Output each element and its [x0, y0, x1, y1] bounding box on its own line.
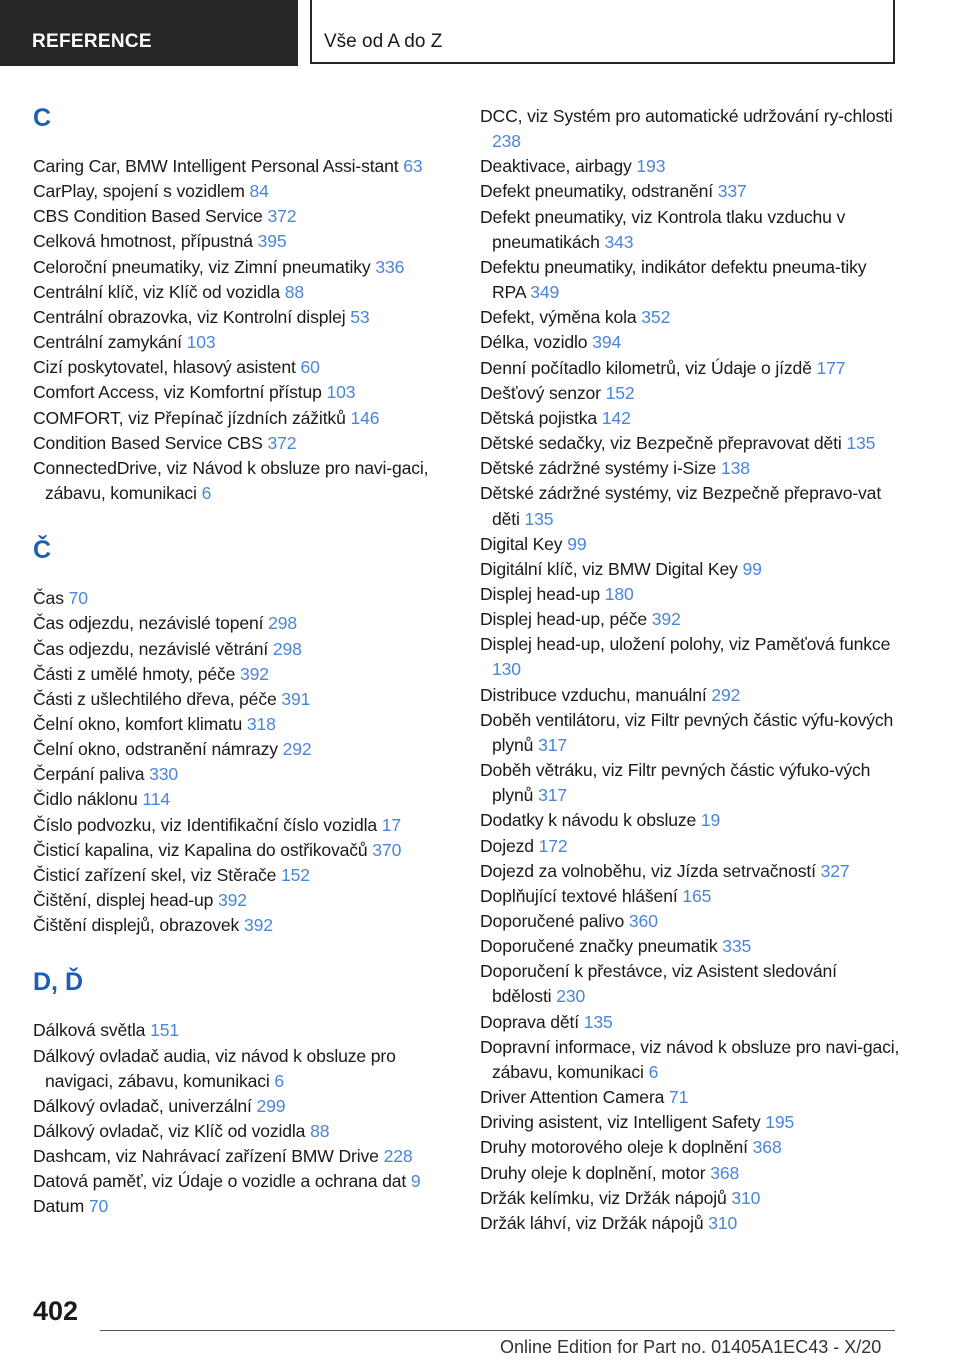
index-term: Dodatky k návodu k obsluze	[480, 810, 697, 831]
page-link[interactable]: 298	[268, 613, 298, 634]
edition-note: Online Edition for Part no. 01405A1EC43 - X/20	[500, 1337, 882, 1357]
page-link[interactable]: 63	[403, 156, 423, 176]
index-term: Čidlo náklonu	[33, 789, 138, 810]
index-entry	[33, 838, 445, 863]
index-term: Délka, vozidlo	[480, 332, 588, 353]
index-term: Centrální zamykání	[33, 332, 182, 353]
index-entry	[33, 787, 445, 812]
page-link[interactable]: 195	[765, 1112, 795, 1133]
index-entry	[33, 456, 445, 506]
page-link[interactable]: 392	[240, 663, 269, 684]
index-entry	[480, 481, 900, 531]
page-link[interactable]: 318	[246, 713, 276, 734]
page-link[interactable]: 99	[742, 558, 762, 579]
index-term: Comfort Access, viz Komfortní přístup	[33, 382, 322, 403]
index-entry	[480, 1010, 900, 1035]
index-entry	[33, 611, 445, 636]
page-link[interactable]: 53	[350, 306, 370, 327]
section-letter: D, Ď	[33, 968, 83, 997]
index-term: Dešťový senzor	[480, 382, 601, 403]
page-link[interactable]: 299	[256, 1095, 286, 1116]
index-entry	[480, 859, 900, 884]
index-term: Dětské sedačky, viz Bezpečně přepravovat děti	[480, 433, 842, 454]
index-entry	[480, 683, 900, 708]
index-column-right	[480, 104, 900, 1236]
index-entry	[33, 179, 445, 204]
index-term: Doporučené palivo	[480, 911, 625, 931]
index-term: Doporučení k přestávce, viz Asistent sledování bdělosti	[480, 961, 837, 1007]
page-link[interactable]: 394	[592, 332, 622, 353]
index-term: Držák láhví, viz Držák nápojů	[480, 1212, 704, 1233]
section-letter: Č	[33, 536, 52, 565]
page-link[interactable]: 298	[272, 638, 302, 659]
index-term: Centrální klíč, viz Klíč od vozidla	[33, 281, 281, 302]
page-link[interactable]: 6	[274, 1070, 285, 1091]
index-entry	[33, 431, 445, 456]
index-term: Defektu pneumatiky, indikátor defektu pneuma-tiky RPA	[480, 256, 867, 303]
index-term: Čas odjezdu, nezávislé topení	[33, 613, 264, 634]
page-header	[0, 0, 960, 66]
index-term: Čerpání paliva	[33, 764, 145, 785]
index-entry	[33, 1018, 445, 1043]
index-term: Condition Based Service CBS	[33, 432, 263, 453]
index-entry	[33, 813, 445, 838]
index-entry	[480, 356, 900, 381]
index-entry	[480, 431, 900, 456]
page-link[interactable]: 71	[669, 1087, 689, 1108]
index-entry	[33, 380, 445, 405]
entry-list	[33, 154, 445, 506]
index-term: Čas	[33, 588, 64, 609]
page-link[interactable]: 130	[492, 659, 521, 680]
index-entry	[33, 204, 445, 229]
index-entry	[33, 913, 445, 938]
page-link[interactable]: 114	[142, 789, 171, 810]
index-entry	[480, 708, 900, 758]
section-letter: C	[33, 104, 52, 132]
page-link[interactable]: 103	[326, 382, 356, 403]
index-entry	[480, 607, 900, 632]
index-entry	[480, 205, 900, 255]
index-term: Dálkový ovladač audia, viz návod k obsluze pro navigaci, zábavu, komunikaci	[33, 1045, 396, 1091]
index-entry	[33, 888, 445, 913]
page-link[interactable]: 336	[375, 256, 405, 277]
index-entry	[33, 737, 445, 762]
page-link[interactable]: 70	[88, 1196, 109, 1217]
entry-list	[33, 586, 445, 938]
index-entry	[33, 255, 445, 280]
page-link[interactable]: 84	[249, 181, 269, 202]
index-entry	[480, 154, 900, 179]
index-entry	[33, 637, 445, 662]
index-term: Cizí poskytovatel, hlasový asistent	[33, 357, 296, 378]
index-entry	[480, 557, 900, 582]
index-term: Držák kelímku, viz Držák nápojů	[480, 1187, 727, 1208]
page-link[interactable]: 327	[820, 860, 850, 881]
index-term: Defekt, výměna kola	[480, 307, 637, 328]
index-term: Čištění displejů, obrazovek	[33, 915, 240, 936]
index-entry	[480, 632, 900, 682]
index-term: Celoroční pneumatiky, viz Zimní pneumatiky	[33, 256, 371, 277]
index-entry	[480, 456, 900, 481]
section-tab: REFERENCE	[0, 0, 298, 66]
index-term: Dětské zádržné systémy i-Size	[480, 458, 717, 479]
index-term: CarPlay, spojení s vozidlem	[33, 181, 245, 202]
page-link[interactable]: 152	[605, 382, 635, 403]
index-entry	[480, 532, 900, 557]
index-entry	[33, 1169, 445, 1194]
index-term: Doplňující textové hlášení	[480, 885, 678, 906]
index-entry	[33, 305, 445, 330]
index-term: Doprava dětí	[480, 1011, 579, 1032]
index-entry	[480, 1161, 900, 1186]
index-term: ConnectedDrive, viz Návod k obsluze pro navi-gaci, zábavu, komunikaci	[33, 457, 429, 504]
index-term: Druhy motorového oleje k doplnění	[480, 1137, 748, 1158]
page-link[interactable]: 360	[628, 911, 658, 931]
index-term: Dojezd za volnoběhu, viz Jízda setrvačností	[480, 860, 816, 881]
index-term: Celková hmotnost, přípustná	[33, 231, 253, 252]
page-link[interactable]: 391	[281, 688, 311, 709]
index-entry	[480, 1035, 900, 1085]
page-link[interactable]: 310	[708, 1212, 738, 1233]
index-term: COMFORT, viz Přepínač jízdních zážitků	[33, 407, 346, 428]
entry-list	[33, 1018, 445, 1219]
index-entry	[33, 406, 445, 431]
index-term: Čisticí kapalina, viz Kapalina do ostřikovačů	[33, 839, 368, 860]
chapter-title: Vše od A do Z	[310, 0, 895, 64]
index-entry	[33, 662, 445, 687]
index-entry	[480, 255, 900, 305]
page-link[interactable]: 352	[641, 307, 671, 328]
index-term: Dojezd	[480, 835, 534, 856]
index-entry	[480, 1085, 900, 1110]
page-link[interactable]: 146	[350, 407, 380, 428]
index-entry	[33, 762, 445, 787]
page-link[interactable]: 335	[722, 936, 752, 957]
index-entry	[33, 355, 445, 380]
index-term: Části z ušlechtilého dřeva, péče	[33, 688, 277, 709]
index-term: Čelní okno, komfort klimatu	[33, 713, 243, 734]
index-term: Dopravní informace, viz návod k obsluze pro navi-gaci, zábavu, komunikaci	[480, 1036, 900, 1082]
index-term: Displej head-up, péče	[480, 609, 648, 630]
footer-divider	[100, 1330, 895, 1331]
index-entry	[480, 104, 900, 154]
page-link[interactable]: 292	[711, 684, 741, 705]
index-term: Caring Car, BMW Intelligent Personal Assi-stant	[33, 156, 399, 176]
page-link[interactable]: 165	[682, 885, 712, 906]
page-link[interactable]: 368	[710, 1162, 740, 1183]
page-link[interactable]: 180	[604, 583, 634, 604]
index-term: Části z umělé hmoty, péče	[33, 663, 236, 684]
page-link[interactable]: 135	[846, 433, 876, 454]
index-entry	[33, 280, 445, 305]
page-link[interactable]: 9	[410, 1171, 421, 1192]
page-link[interactable]: 337	[717, 181, 747, 202]
index-entry	[480, 1186, 900, 1211]
index-entry	[33, 154, 445, 179]
page-link[interactable]: 392	[651, 609, 681, 630]
page-link[interactable]: 99	[567, 533, 587, 554]
index-entry	[33, 1194, 445, 1219]
index-entry	[33, 330, 445, 355]
index-term: CBS Condition Based Service	[33, 206, 263, 227]
index-term: Defekt pneumatiky, odstranění	[480, 181, 713, 202]
index-term: Digital Key	[480, 533, 563, 554]
page-link[interactable]: 317	[538, 785, 567, 806]
index-term: Čištění, displej head-up	[33, 890, 214, 911]
index-term: Defekt pneumatiky, viz Kontrola tlaku vzduchu v pneumatikách	[480, 206, 846, 252]
page-link[interactable]: 17	[381, 814, 402, 835]
index-entry	[480, 959, 900, 1009]
index-term: Doběh větráku, viz Filtr pevných částic výfuko-vých plynů	[480, 760, 871, 806]
index-term: Denní počítadlo kilometrů, viz Údaje o jízdě	[480, 357, 812, 378]
index-entry	[33, 1094, 445, 1119]
index-term: DCC, viz Systém pro automatické udržování ry-chlosti	[480, 106, 893, 126]
index-entry	[480, 1135, 900, 1160]
index-entry	[480, 934, 900, 959]
page-link[interactable]: 152	[281, 864, 310, 885]
page-link[interactable]: 330	[149, 764, 179, 785]
index-entry	[33, 229, 445, 254]
page-link[interactable]: 193	[636, 156, 666, 177]
page-link[interactable]: 103	[186, 332, 216, 353]
index-term: Dětské zádržné systémy, viz Bezpečně přepravo-vat děti	[480, 483, 882, 529]
index-entry	[33, 1044, 445, 1094]
index-term: Datum	[33, 1196, 85, 1217]
page-link[interactable]: 349	[530, 282, 560, 303]
page-link[interactable]: 368	[752, 1137, 782, 1158]
index-entry	[480, 381, 900, 406]
page-link[interactable]: 310	[731, 1187, 761, 1208]
index-entry	[480, 834, 900, 859]
page-link[interactable]: 135	[583, 1011, 613, 1032]
index-term: Čas odjezdu, nezávislé větrání	[33, 638, 269, 659]
page-link[interactable]: 172	[538, 835, 568, 856]
index-entry	[33, 712, 445, 737]
page-link[interactable]: 70	[68, 588, 88, 609]
page-link[interactable]: 60	[300, 357, 320, 378]
index-entry	[480, 808, 900, 833]
page-link[interactable]: 372	[267, 206, 297, 227]
page-link[interactable]: 19	[700, 810, 721, 831]
index-entry	[480, 330, 900, 355]
index-entry	[480, 582, 900, 607]
index-term: Dálková světla	[33, 1020, 146, 1041]
page-link[interactable]: 138	[720, 458, 750, 479]
index-term: Doběh ventilátoru, viz Filtr pevných částic výfu-kových plynů	[480, 709, 894, 755]
page-link[interactable]: 343	[604, 231, 634, 252]
index-term: Čelní okno, odstranění námrazy	[33, 739, 278, 760]
page-link[interactable]: 88	[310, 1121, 330, 1141]
page-link[interactable]: 230	[556, 986, 586, 1007]
index-entry	[33, 1119, 445, 1144]
page-link[interactable]: 142	[601, 407, 631, 428]
index-term: Druhy oleje k doplnění, motor	[480, 1162, 706, 1183]
index-entry	[480, 884, 900, 909]
index-entry	[33, 586, 445, 611]
index-term: Deaktivace, airbagy	[480, 156, 632, 177]
index-column-left	[33, 96, 445, 1220]
index-entry	[480, 1211, 900, 1236]
index-term: Čisticí zařízení skel, viz Stěrače	[33, 864, 277, 885]
index-term: Dálkový ovladač, viz Klíč od vozidla	[33, 1121, 306, 1141]
index-entry	[480, 909, 900, 934]
index-term: Driver Attention Camera	[480, 1087, 665, 1108]
index-term: Dálkový ovladač, univerzální	[33, 1095, 252, 1116]
index-entry	[480, 406, 900, 431]
index-term: Displej head-up	[480, 583, 601, 604]
page-link[interactable]: 238	[492, 131, 521, 152]
page-link[interactable]: 228	[383, 1146, 413, 1167]
index-entry	[33, 863, 445, 888]
index-entry	[480, 758, 900, 808]
page-link[interactable]: 6	[201, 483, 212, 504]
index-term: Doporučené značky pneumatik	[480, 936, 718, 957]
index-term: Distribuce vzduchu, manuální	[480, 684, 707, 705]
index-term: Centrální obrazovka, viz Kontrolní displej	[33, 306, 346, 327]
page-link[interactable]: 372	[267, 432, 297, 453]
index-term: Displej head-up, uložení polohy, viz Paměťová funkce	[480, 634, 891, 655]
page-link[interactable]: 370	[372, 839, 402, 860]
page-link[interactable]: 135	[524, 508, 554, 529]
index-term: Číslo podvozku, viz Identifikační číslo vozidla	[33, 814, 378, 835]
index-entry	[480, 1110, 900, 1135]
index-entry	[480, 305, 900, 330]
page-link[interactable]: 88	[284, 281, 305, 302]
index-term: Driving asistent, viz Intelligent Safety	[480, 1112, 761, 1133]
index-entry	[33, 1144, 445, 1169]
index-entry	[33, 687, 445, 712]
page-link[interactable]: 177	[816, 357, 846, 378]
page-link[interactable]: 317	[538, 734, 567, 755]
page-link[interactable]: 392	[218, 890, 247, 911]
index-term: Dashcam, viz Nahrávací zařízení BMW Drive	[33, 1146, 379, 1167]
page-link[interactable]: 392	[243, 915, 273, 936]
index-term: Dětská pojistka	[480, 407, 598, 428]
page-link[interactable]: 151	[150, 1020, 179, 1041]
page-link[interactable]: 6	[648, 1061, 659, 1082]
index-entry	[480, 179, 900, 204]
index-term: Datová paměť, viz Údaje o vozidle a ochrana dat	[33, 1171, 407, 1192]
page-number: 402	[33, 1296, 79, 1326]
index-term: Digitální klíč, viz BMW Digital Key	[480, 558, 738, 579]
page-link[interactable]: 292	[282, 739, 312, 760]
page-link[interactable]: 395	[257, 231, 287, 252]
